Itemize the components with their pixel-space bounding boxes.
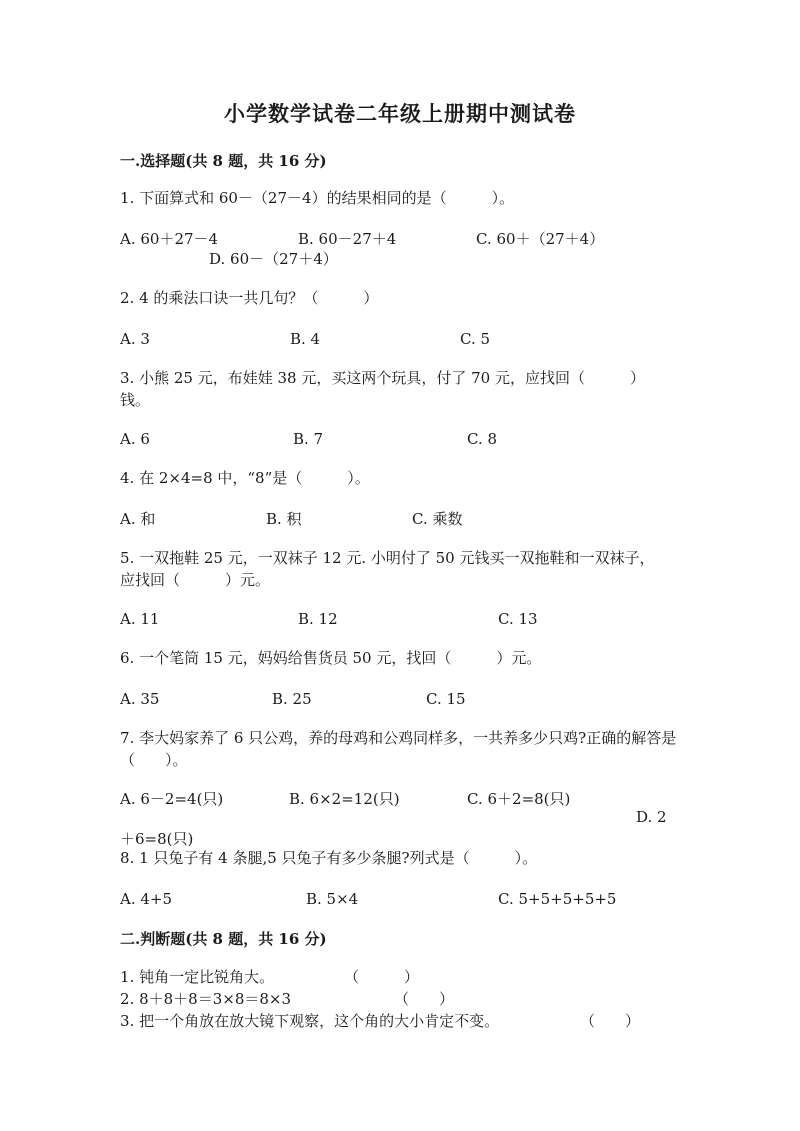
- option-5b: B. 12: [298, 610, 338, 628]
- judge-blank-1: （ ）: [344, 968, 420, 986]
- option-1d: D. 60－（27＋4）: [209, 250, 338, 268]
- option-7b: B. 6×2=12(只): [289, 790, 400, 808]
- option-4a: A. 和: [120, 510, 156, 528]
- option-3a: A. 6: [120, 430, 150, 448]
- option-2a: A. 3: [120, 330, 150, 348]
- page-title: 小学数学试卷二年级上册期中测试卷: [224, 101, 576, 126]
- option-3c: C. 8: [467, 430, 498, 448]
- option-2b: B. 4: [290, 330, 321, 348]
- option-1c: C. 60＋（27＋4）: [476, 230, 605, 248]
- question-5: 5. 一双拖鞋 25 元，一双袜子 12 元. 小明付了 50 元钱买一双拖鞋和一双袜子，应找回（ ）元。: [120, 549, 655, 589]
- question-6: 6. 一个笔筒 15 元，妈妈给售货员 50 元，找回（ ）元。: [120, 649, 542, 667]
- question-7: 7. 李大妈家养了 6 只公鸡，养的母鸡和公鸡同样多，一共养多少只鸡?正确的解答是（ ）。: [120, 729, 677, 769]
- option-4b: B. 积: [266, 510, 302, 528]
- option-8c: C. 5+5+5+5+5: [498, 890, 617, 908]
- question-3: 3. 小熊 25 元，布娃娃 38 元，买这两个玩具，付了 70 元，应找回（ ）钱。: [120, 369, 645, 409]
- question-1: 1. 下面算式和 60－（27－4）的结果相同的是（ ）。: [120, 189, 515, 207]
- option-1a: A. 60＋27－4: [120, 230, 219, 248]
- option-1b: B. 60－27＋4: [298, 230, 397, 248]
- section-heading-judge: 二.判断题(共 8 题，共 16 分): [120, 930, 327, 948]
- section-heading-choice: 一.选择题(共 8 题，共 16 分): [120, 152, 327, 170]
- option-7a: A. 6－2=4(只): [120, 790, 224, 808]
- option-3b: B. 7: [293, 430, 324, 448]
- option-6c: C. 15: [426, 690, 466, 708]
- question-8: 8. 1 只兔子有 4 条腿,5 只兔子有多少条腿?列式是（ ）。: [120, 849, 538, 867]
- option-6b: B. 25: [272, 690, 312, 708]
- judge-item-2: 2. 8＋8＋8＝3×8＝8×3: [120, 990, 292, 1008]
- option-4c: C. 乘数: [412, 510, 463, 528]
- option-8a: A. 4+5: [120, 890, 173, 908]
- option-8b: B. 5×4: [306, 890, 359, 908]
- option-6a: A. 35: [120, 690, 160, 708]
- option-5a: A. 11: [120, 610, 160, 628]
- question-4: 4. 在 2×4=8 中，“8”是（ ）。: [120, 469, 370, 487]
- option-5c: C. 13: [498, 610, 538, 628]
- judge-blank-3: （ ）: [580, 1012, 641, 1030]
- judge-item-3: 3. 把一个角放在放大镜下观察，这个角的大小肯定不变。: [120, 1012, 500, 1030]
- option-7d: D. 2＋6=8(只): [120, 808, 667, 848]
- question-2: 2. 4 的乘法口诀一共几句？（ ）: [120, 289, 379, 307]
- judge-blank-2: （ ）: [394, 990, 455, 1008]
- judge-item-1: 1. 钝角一定比锐角大。: [120, 968, 275, 986]
- option-7c: C. 6＋2=8(只): [467, 790, 571, 808]
- option-2c: C. 5: [460, 330, 491, 348]
